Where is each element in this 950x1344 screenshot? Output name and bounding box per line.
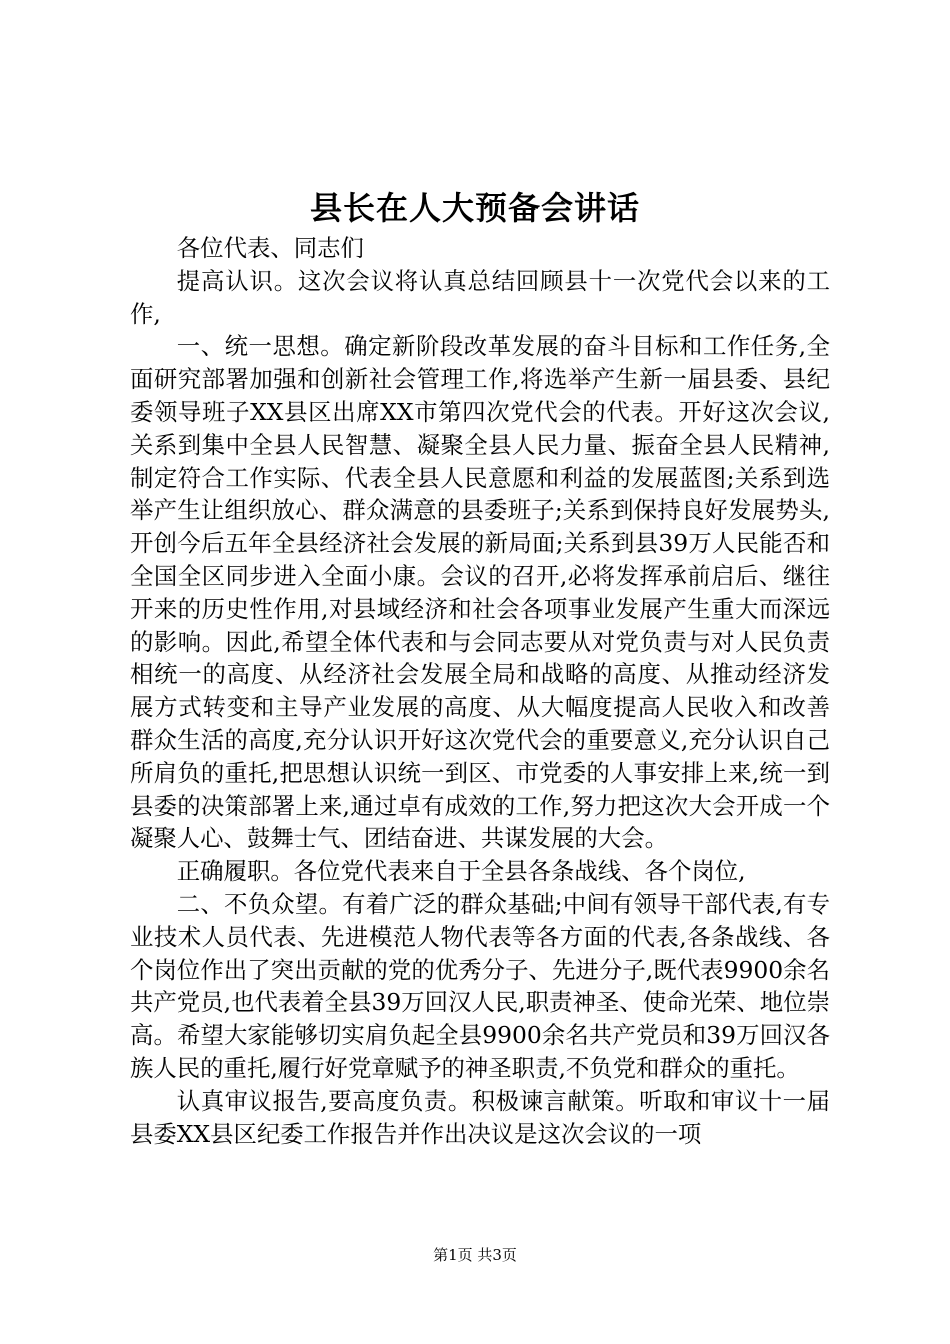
salutation-paragraph: 各位代表、同志们	[176, 234, 364, 262]
body-paragraph: 认真审议报告,要高度负责。积极谏言献策。听取和审议十一届县委XX县区纪委工作报告并作出决议是这次会议的一项	[130, 1086, 830, 1148]
body-paragraph: 一、统一思想。确定新阶段改革发展的奋斗目标和工作任务,全面研究部署加强和创新社会管理工作,将选举产生新一届县委、县纪委领导班子XX县区出席XX市第四次党代会的代表。开好这次会议,关系到集中全县人民智慧、凝聚全县人民力量、振奋全县人民精神,制定符合工作实际、代表全县人民意愿和利益的发展蓝图;关系到选举产生让组织放心、群众满意的县委班子;关系到保持良好发展势头,开创今后五年全县经济社会发展的新局面;关系到县39万人民能否和全国全区同步进入全面小康。会议的召开,必将发挥承前启后、继往开来的历史性作用,对县域经济和社会各项事业发展产生重大而深远的影响。因此,希望全体代表和与会同志要从对党负责与对人民负责相统一的高度、从经济社会发展全局和战略的高度、从推动经济发展方式转变和主导产业发展的高度、从大幅度提高人民收入和改善群众生活的高度,充分认识开好这次党代会的重要意义,充分认识自己所肩负的重托,把思想认识统一到区、市党委的人事安排上来,统一到县委的决策部署上来,通过卓有成效的工作,努力把这次大会开成一个凝聚人心、鼓舞士气、团结奋进、共谋发展的大会。	[130, 332, 830, 853]
document-body	[130, 232, 830, 1150]
body-paragraph: 提高认识。这次会议将认真总结回顾县十一次党代会以来的工作,	[130, 266, 830, 328]
document-title: 县长在人大预备会讲话	[309, 189, 640, 227]
page-footer: 第1页 共3页	[433, 1246, 517, 1264]
body-paragraph: 正确履职。各位党代表来自于全县各条战线、各个岗位,	[176, 857, 746, 886]
body-paragraph: 二、不负众望。有着广泛的群众基础;中间有领导干部代表,有专业技术人员代表、先进模范人物代表等各方面的代表,各条战线、各个岗位作出了突出贡献的党的优秀分子、先进分子,既代表9900余名共产党员,也代表着全县39万回汉人民,职责神圣、使命光荣、地位崇高。希望大家能够切实肩负起全县9900余名共产党员和39万回汉各族人民的重托,履行好党章赋予的神圣职责,不负党和群众的重托。	[130, 889, 830, 1082]
